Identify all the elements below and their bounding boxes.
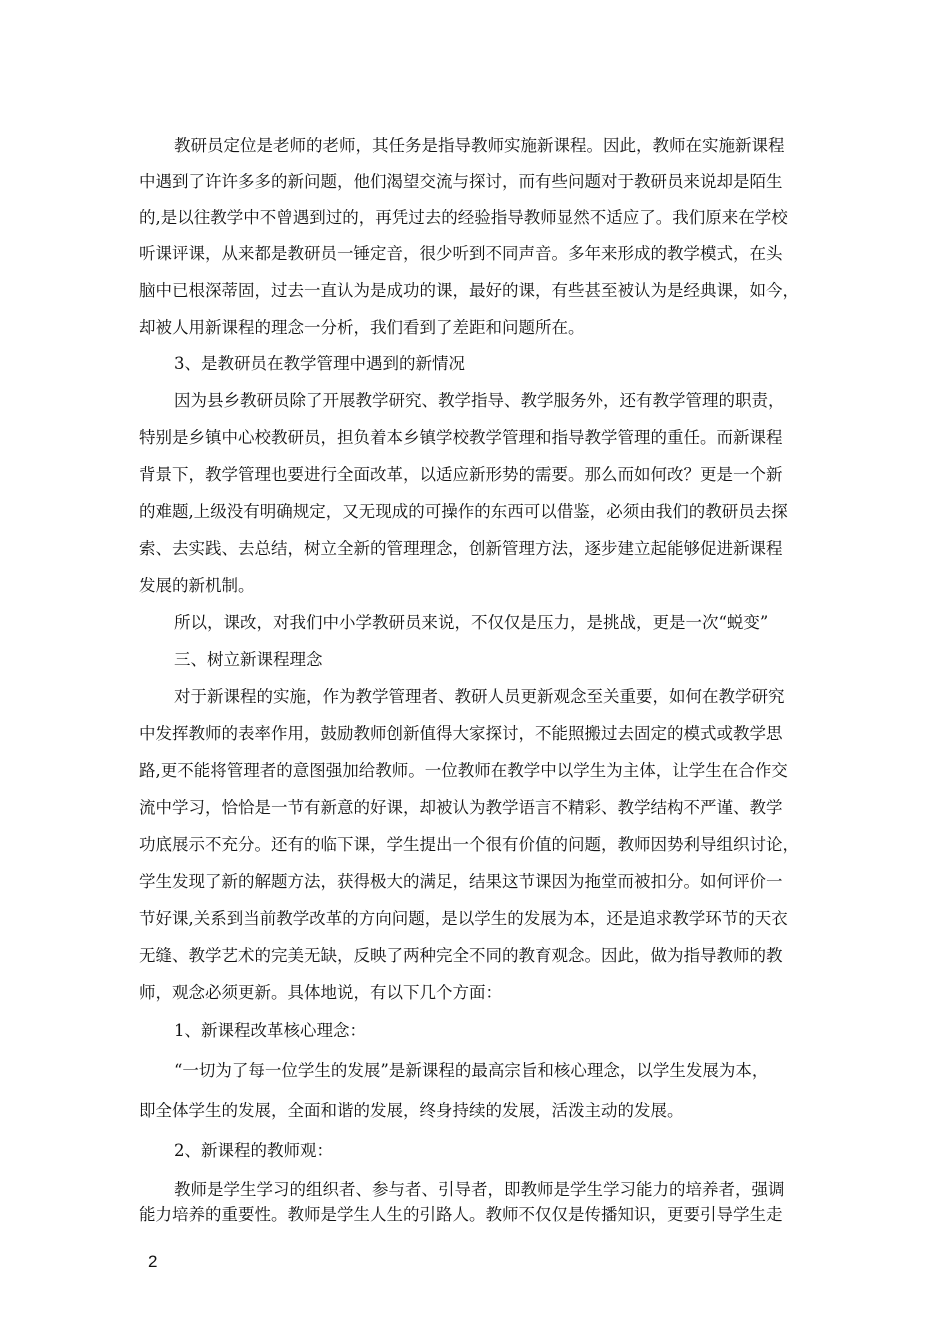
page-number: 2 [148,1252,158,1271]
text-line: 师，观念必须更新。具体地说，有以下几个方面： [139,983,502,1002]
text-line: 即全体学生的发展，全面和谐的发展，终身持续的发展，活泼主动的发展。 [139,1101,684,1120]
text-line: 脑中已根深蒂固，过去一直认为是成功的课，最好的课，有些甚至被认为是经典课，如今， [139,281,799,300]
text-line: 能力培养的重要性。教师是学生人生的引路人。教师不仅仅是传播知识，更要引导学生走 [139,1205,783,1224]
text-line: 背景下，教学管理也要进行全面改革，以适应新形势的需要。那么而如何改？更是一个新 [139,465,783,484]
text-line: 所以，课改，对我们中小学教研员来说，不仅仅是压力，是挑战，更是一次“蜕变” [174,613,769,632]
text-line: 流中学习，恰恰是一节有新意的好课，却被认为教学语言不精彩、教学结构不严谨、教学 [139,798,783,817]
text-line: 学生发现了新的解题方法，获得极大的满足，结果这节课因为拖堂而被扣分。如何评价一 [139,872,783,891]
text-line: 中遇到了许许多多的新问题，他们渴望交流与探讨，而有些问题对于教研员来说却是陌生 [139,172,783,191]
section-heading: 3、是教研员在教学管理中遇到的新情况 [174,354,465,373]
text-line: 听课评课，从来都是教研员一锤定音，很少听到不同声音。多年来形成的教学模式，在头 [139,244,783,263]
section-heading: 三、树立新课程理念 [174,650,323,669]
text-line: 教师是学生学习的组织者、参与者、引导者，即教师是学生学习能力的培养者，强调 [174,1180,785,1199]
text-line: 对于新课程的实施，作为教学管理者、教研人员更新观念至关重要，如何在教学研究 [174,687,785,706]
text-line: 路,更不能将管理者的意图强加给教师。一位教师在教学中以学生为主体，让学生在合作交 [139,761,788,780]
section-heading: 2、新课程的教师观： [174,1141,333,1160]
text-line: 教研员定位是老师的老师，其任务是指导教师实施新课程。因此，教师在实施新课程 [174,136,785,155]
text-line: 因为县乡教研员除了开展教学研究、教学指导、教学服务外，还有教学管理的职责， [174,391,785,410]
text-line: “一切为了每一位学生的发展”是新课程的最高宗旨和核心理念，以学生发展为本， [174,1061,769,1080]
text-line: 发展的新机制。 [139,576,255,595]
text-line: 功底展示不充分。还有的临下课，学生提出一个很有价值的问题，教师因势利导组织讨论， [139,835,799,854]
text-line: 索、去实践、去总结，树立全新的管理理念，创新管理方法，逐步建立起能够促进新课程 [139,539,783,558]
text-line: 却被人用新课程的理念一分析，我们看到了差距和问题所在。 [139,318,585,337]
text-line: 中发挥教师的表率作用，鼓励教师创新值得大家探讨，不能照搬过去固定的模式或教学思 [139,724,783,743]
text-line: 特别是乡镇中心校教研员，担负着本乡镇学校教学管理和指导教学管理的重任。而新课程 [139,428,783,447]
text-line: 节好课,关系到当前教学改革的方向问题，是以学生的发展为本，还是追求教学环节的天衣 [139,909,788,928]
section-heading: 1、新课程改革核心理念： [174,1021,366,1040]
text-line: 的难题,上级没有明确规定，又无现成的可操作的东西可以借鉴，必须由我们的教研员去探 [139,502,788,521]
text-line: 无缝、教学艺术的完美无缺，反映了两种完全不同的教育观念。因此，做为指导教师的教 [139,946,783,965]
text-line: 的,是以往教学中不曾遇到过的，再凭过去的经验指导教师显然不适应了。我们原来在学校 [139,208,788,227]
